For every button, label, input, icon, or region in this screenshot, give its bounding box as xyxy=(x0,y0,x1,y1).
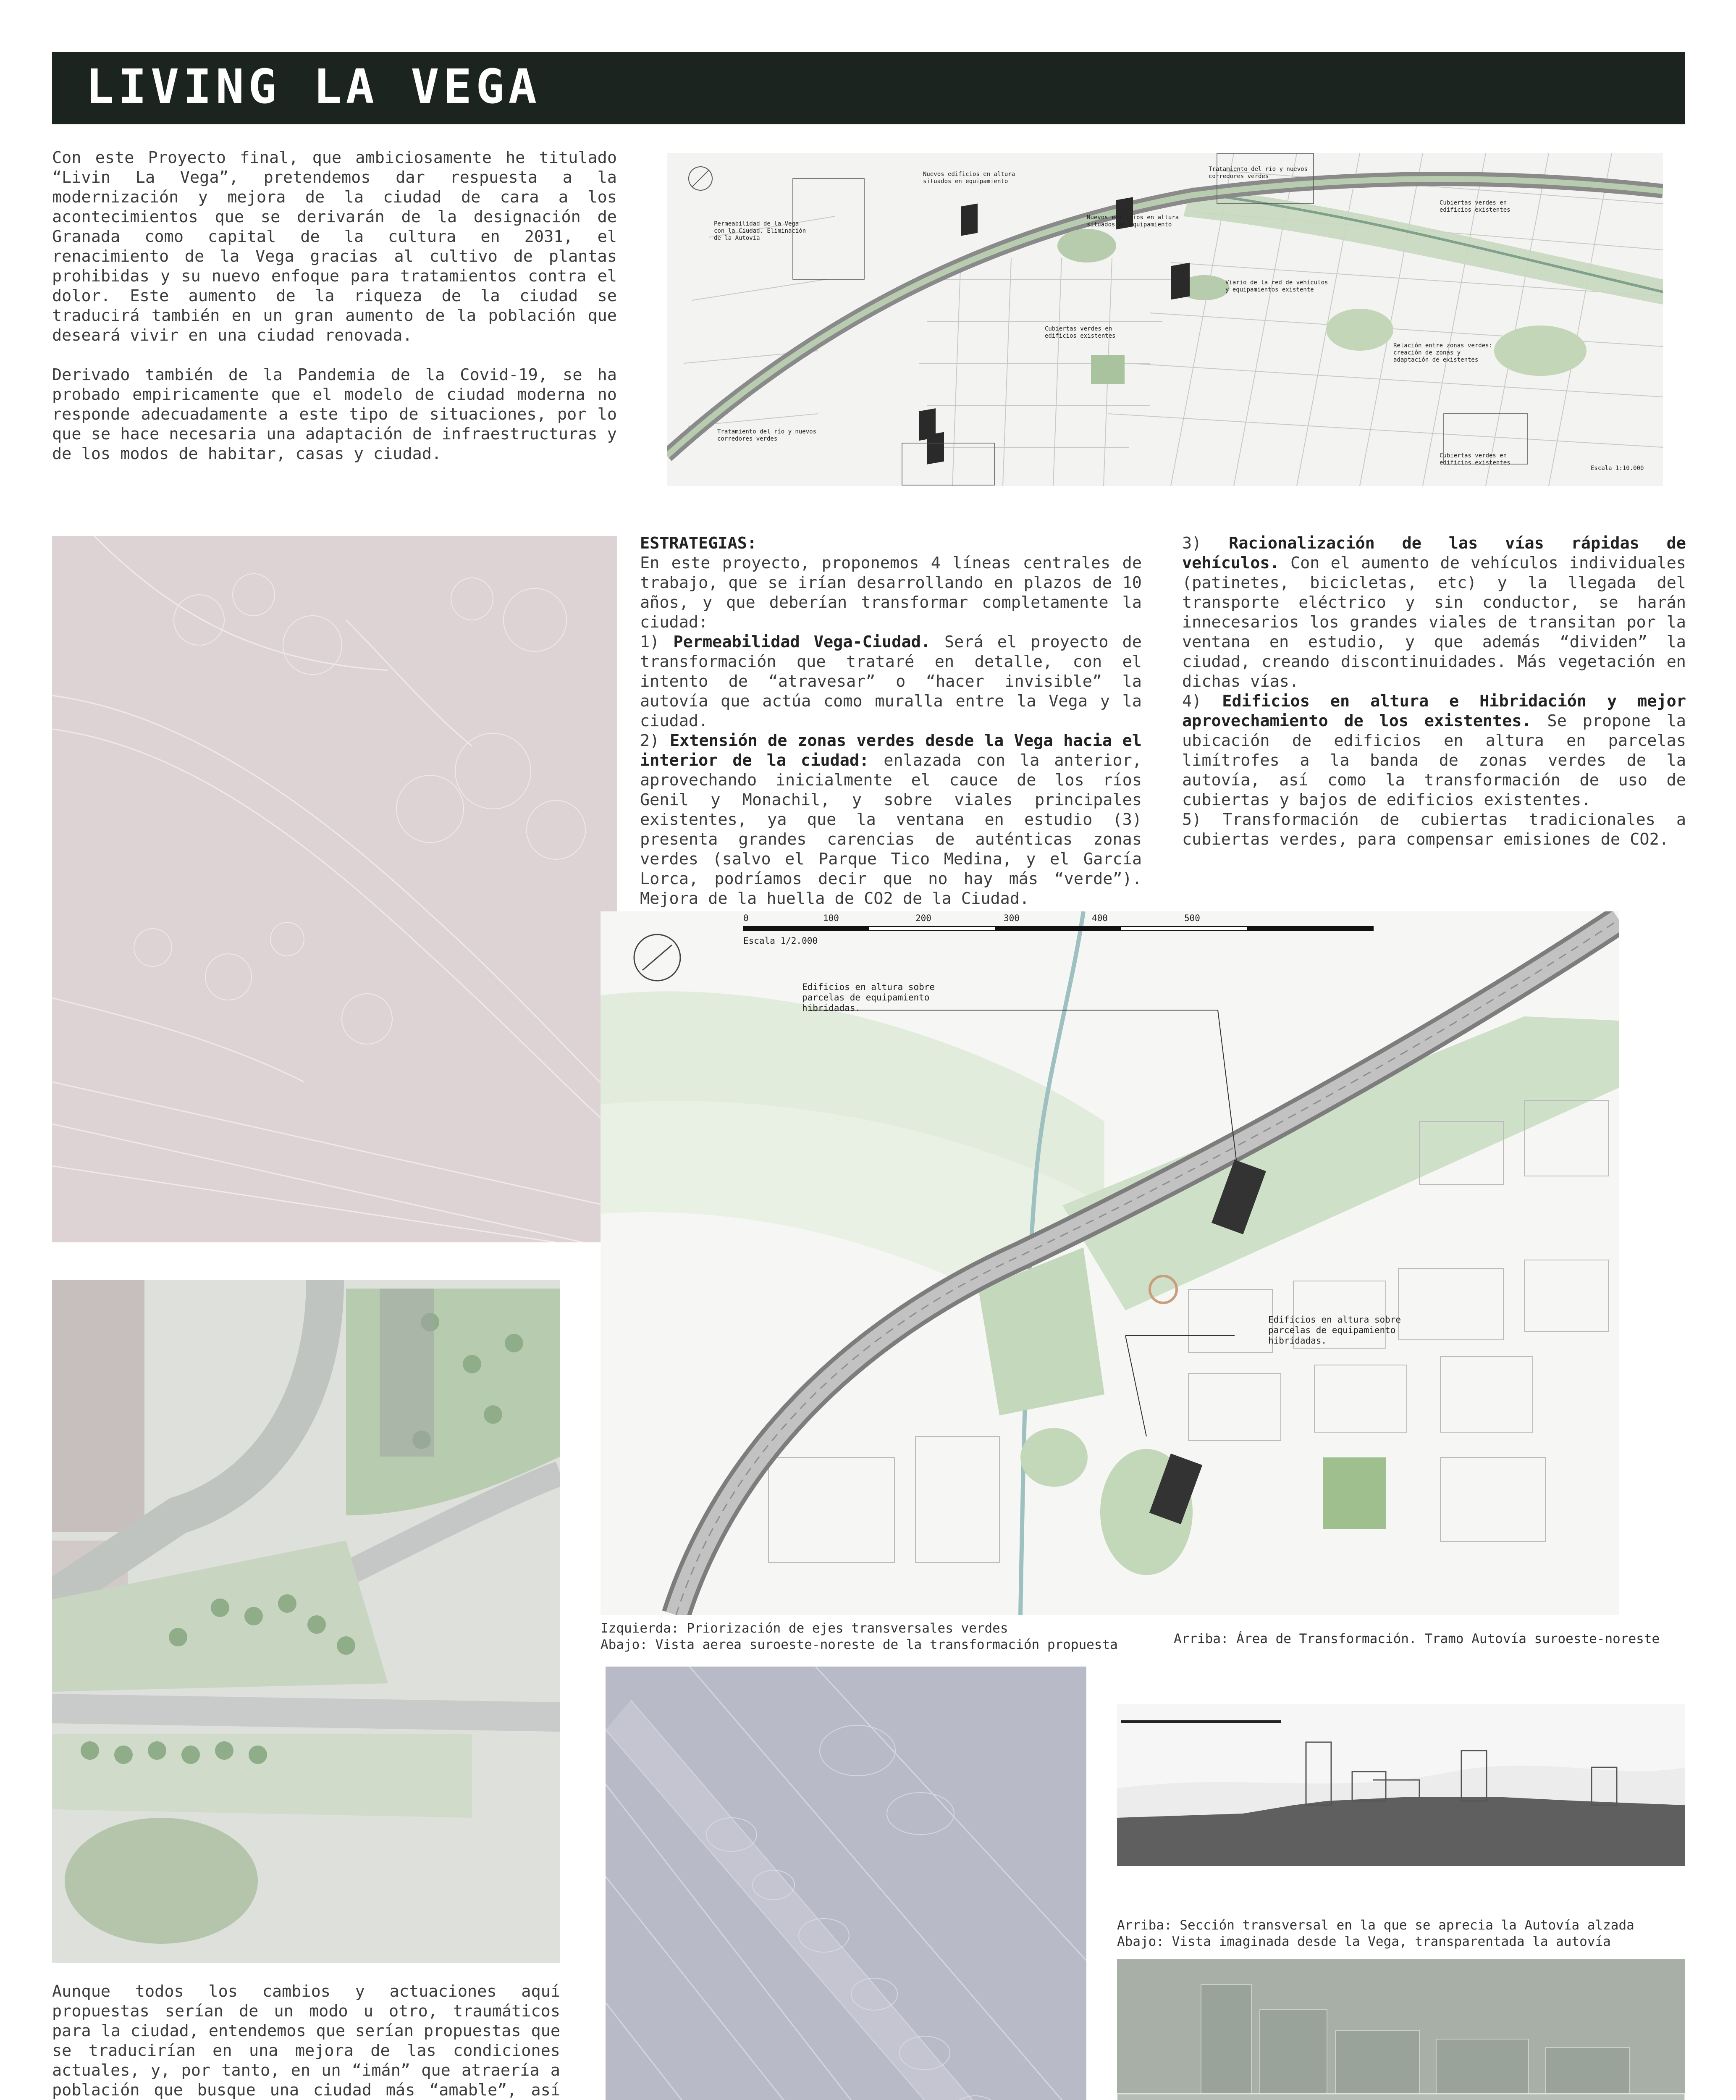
strategy-3-text: Con el aumento de vehículos individuales (patinetes, bicicletas, etc) y la llegada del transporte eléctrico y sin conductor, se harán innecesarios los grandes viales de transitan por la ventana en estudio, y que además “dividen” la ciudad, creando discontinuidades. Más vegetación en dichas vías. xyxy=(1182,554,1686,691)
strategies-intro: En este proyecto, proponemos 4 líneas centrales de trabajo, que se irían desarrollando en plazos de 10 años, y que deberían transformar completamente la ciudad: xyxy=(640,554,1142,632)
cross-section-image xyxy=(1117,1704,1685,1866)
strategy-5-text: 5) Transformación de cubiertas tradicionales a cubiertas verdes, para compensar emisiones de CO2. xyxy=(1182,810,1686,849)
strategy-3-title: Racionalización de las vías rápidas de vehículos. xyxy=(1182,534,1686,572)
site-label-3: Nuevos edificios en altura situados en equipamiento xyxy=(1087,214,1179,228)
site-label-7: Relación entre zonas verdes: creación de zonas y adaptación de existentes xyxy=(1393,342,1493,363)
strategies-text xyxy=(640,533,1142,908)
strategy-1-title: Permeabilidad Vega-Ciudad. xyxy=(673,633,931,651)
strategy-2-text: enlazada con la anterior, aprovechando inicialmente el cauce de los ríos Genil y Monachil, y sobre viales principales existentes, ya que la ventana en estudio (3) presenta grandes carencias de auténticas zonas verdes (salvo el Parque Tico Medina, y el García Lorca, podríamos decir que no hay más “verde”). Mejora de la huella de CO2 de la Ciudad. xyxy=(640,751,1142,908)
site-label-9: Cubiertas verdes en edificios existentes xyxy=(1440,452,1510,466)
scale-tick-100: 100 xyxy=(823,913,839,923)
intro-text xyxy=(52,148,617,483)
caption-section-2: Abajo: Vista imaginada desde la Vega, transparentada la autovía xyxy=(1117,1934,1611,1949)
strategy-4-number: 4) xyxy=(1182,692,1202,711)
strategies-heading: ESTRATEGIAS: xyxy=(640,534,757,553)
intro-paragraph-1: Con este Proyecto final, que ambiciosamente he titulado “Livin La Vega”, pretendemos dar respuesta a la modernización y mejora de la ciudad de cara a los acontecimientos que se derivarán de la designación de Granada como capital de la cultura en 2031, el renacimiento de la Vega gracias al cultivo de plantas prohibidas y su nuevo enfoque para tratamientos contra el dolor. Este aumento de la riqueza de la ciudad se traducirá también en un gran aumento de la población que deseará vivir en una ciudad renovada. xyxy=(52,148,617,345)
scale-tick-500: 500 xyxy=(1184,913,1200,923)
strategy-1-text: Será el proyecto de transformación que trataré en detalle, con el intento de “atravesar” o “hacer invisible” la autovía que actúa como muralla entre la Vega y la ciudad. xyxy=(640,633,1142,730)
aerial-transformation-sketch xyxy=(606,1667,1086,2100)
aerial-view-image xyxy=(52,1280,560,1963)
site-label-2: Nuevos edificios en altura situados en equipamiento xyxy=(923,171,1015,185)
strategy-4-title: Edificios en altura e Hibridación y mejor aprovechamiento de los existentes. xyxy=(1182,692,1686,730)
scale-tick-0: 0 xyxy=(743,913,749,923)
vega-view-image xyxy=(1117,1959,1685,2100)
site-label-5: Cubiertas verdes en edificios existentes xyxy=(1045,326,1116,339)
site-label-1: Permeabilidad de la Vega con la Ciudad. Eliminación de la Autovía xyxy=(714,220,806,242)
scale-tick-400: 400 xyxy=(1092,913,1108,923)
caption-section-1: Arriba: Sección transversal en la que se aprecia la Autovía alzada xyxy=(1117,1918,1634,1933)
strategy-3-number: 3) xyxy=(1182,534,1202,553)
scale-tick-300: 300 xyxy=(1004,913,1020,923)
page-title: LIVING LA VEGA xyxy=(86,60,541,114)
aerial-transformation-drawing xyxy=(606,1667,1086,2100)
vega-view-drawing xyxy=(1117,1959,1685,2100)
strategy-2-number: 2) xyxy=(640,731,660,750)
strategy-2-title: Extensión de zonas verdes desde la Vega hacia el interior de la ciudad: xyxy=(640,731,1142,770)
strategies-text-col2 xyxy=(1182,533,1686,849)
cross-section-drawing xyxy=(1117,1704,1685,1866)
area-plan-label-2: Edificios en altura sobre parcelas de equipamiento hibridadas. xyxy=(1268,1315,1401,1346)
green-axes-drawing xyxy=(52,536,617,1242)
aerial-view-drawing xyxy=(52,1280,560,1963)
area-plan-label-1: Edificios en altura sobre parcelas de equipamiento hibridadas. xyxy=(802,982,935,1013)
site-label-6: Viario de la red de vehículos y equipamientos existente xyxy=(1225,279,1328,293)
caption-left-2: Abajo: Vista aerea suroeste-noreste de la transformación propuesta xyxy=(601,1637,1118,1652)
strategy-4-text: Se propone la ubicación de edificios en altura en parcelas limítrofes a la banda de zonas verdes de la autovía, así como la transformación de uso de cubiertas y bajos de edificios existentes. xyxy=(1182,711,1686,809)
strategy-1-number: 1) xyxy=(640,633,660,651)
site-plan-map xyxy=(667,153,1663,486)
intro-paragraph-2: Derivado también de la Pandemia de la Covid-19, se ha probado empiricamente que el modelo de ciudad moderna no responde adecuadamente a este tipo de situaciones, por lo que se hace necesaria una adaptación de infraestructuras y de los modos de habitar, casas y ciudad. xyxy=(52,365,617,463)
area-plan-scale-label: Escala 1/2.000 xyxy=(743,936,818,946)
scale-tick-200: 200 xyxy=(915,913,931,923)
transformation-area-plan xyxy=(601,911,1619,1615)
transformation-area-drawing xyxy=(601,911,1619,1615)
conclusion-text: Aunque todos los cambios y actuaciones aquí propuestas serían de un modo u otro, traumáticos para la ciudad, entendemos que serían propuestas que se traducirían en una mejora de las condiciones actuales, y, por tanto, en un “imán” que atraería a población que busque una ciudad más “amable”, así xyxy=(52,1982,560,2100)
site-plan-scale: Escala 1:10.000 xyxy=(1591,465,1644,472)
area-plan-scale-bar xyxy=(743,927,1373,931)
caption-right: Arriba: Área de Transformación. Tramo Autovía suroeste-noreste xyxy=(1174,1631,1660,1646)
caption-left-1: Izquierda: Priorización de ejes transversales verdes xyxy=(601,1621,1008,1636)
title-bar xyxy=(52,52,1685,124)
site-label-8: Cubiertas verdes en edificios existentes xyxy=(1440,200,1510,213)
site-label-4: Tratamiento del río y nuevos corredores verdes xyxy=(1209,166,1308,180)
site-label-10: Tratamiento del río y nuevos corredores verdes xyxy=(717,428,817,442)
green-axes-sketch xyxy=(52,536,617,1242)
